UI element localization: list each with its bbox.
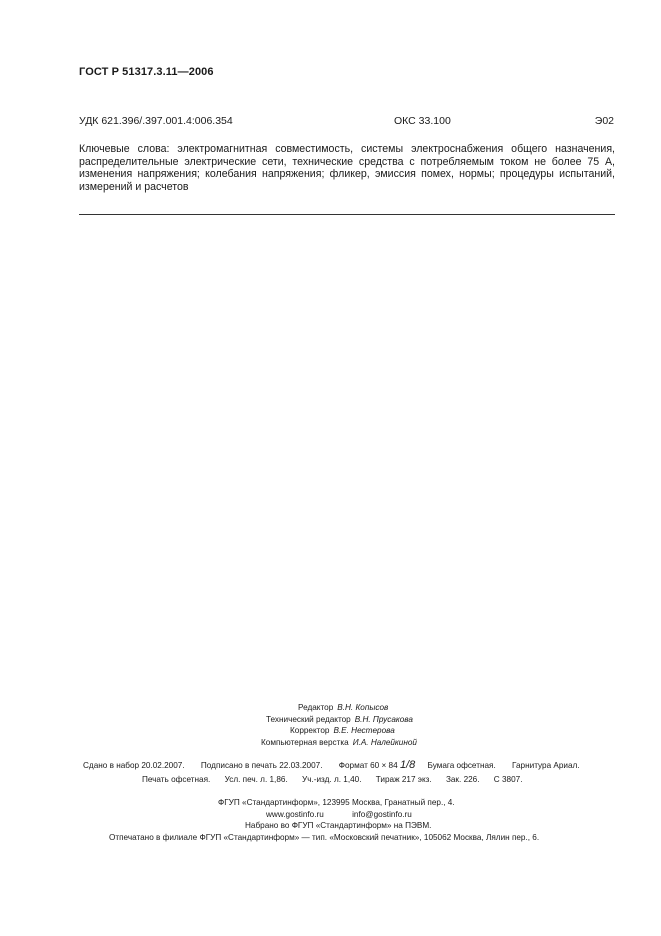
group-code: Э02 [594,115,614,127]
standard-id: ГОСТ Р 51317.3.11—2006 [79,66,214,78]
typeset-note: Набрано во ФГУП «Стандартинформ» на ПЭВМ. [245,821,432,830]
typeface: Гарнитура Ариал. [512,761,580,770]
signed-date: Подписано в печать 22.03.2007. [200,761,323,770]
credit-person: В.Е. Нестерова [333,726,395,735]
publisher-contacts [266,809,412,821]
divider [79,214,615,215]
conv-sheets: Усл. печ. л. 1,86. [224,775,288,784]
classification-row [79,115,614,129]
order-number: Зак. 226. [445,775,480,784]
typeset-date: Сдано в набор 20.02.2007. [83,761,185,770]
credit-editor [298,702,388,714]
publisher-address: ФГУП «Стандартинформ», 123995 Москва, Гранатный пер., 4. [218,798,455,807]
print-code: С 3807. [493,775,523,784]
credit-role: Редактор [298,703,334,712]
keywords-paragraph: Ключевые слова: электромагнитная совместимость, системы электроснабжения общего назначения, распределительные электрические сети, технические средства с потребляемым током не более 75 А, изменения напряжения; колебания напряжения; фликер, эмиссия помех, нормы; процедуры испытаний, измерений и расчетов [79,143,615,193]
credit-proofreader [290,725,395,737]
credit-layout [261,737,417,749]
printed-note: Отпечатано в филиале ФГУП «Стандартинформ» — тип. «Московский печатник», 105062 Москва, Лялин пер., 6. [109,832,540,842]
credit-person: В.Н. Копысов [337,703,389,712]
credit-role: Технический редактор [266,714,351,724]
paper-format: Формат 60 × 84 1/8 [338,759,416,771]
publisher-website: www.gostinfo.ru [266,809,324,819]
print-method: Печать офсетная. [142,775,211,784]
publisher-email: info@gostinfo.ru [352,809,412,819]
udk-code: УДК 621.396/.397.001.4:006.354 [79,115,233,127]
print-info-line-1 [83,760,580,771]
credit-role: Компьютерная верстка [261,737,349,747]
circulation: Тираж 217 экз. [375,775,432,784]
paper-type: Бумага офсетная. [427,761,496,770]
credit-person: И.А. Налейкиной [352,737,417,747]
print-info-line-2 [142,774,522,785]
credit-tech-editor [266,714,413,726]
credit-role: Корректор [290,726,330,735]
credit-person: В.Н. Прусакова [354,714,413,724]
oks-code: ОКС 33.100 [394,115,451,127]
pub-sheets: Уч.-изд. л. 1,40. [302,775,362,784]
format-fraction: 1/8 [399,759,416,771]
